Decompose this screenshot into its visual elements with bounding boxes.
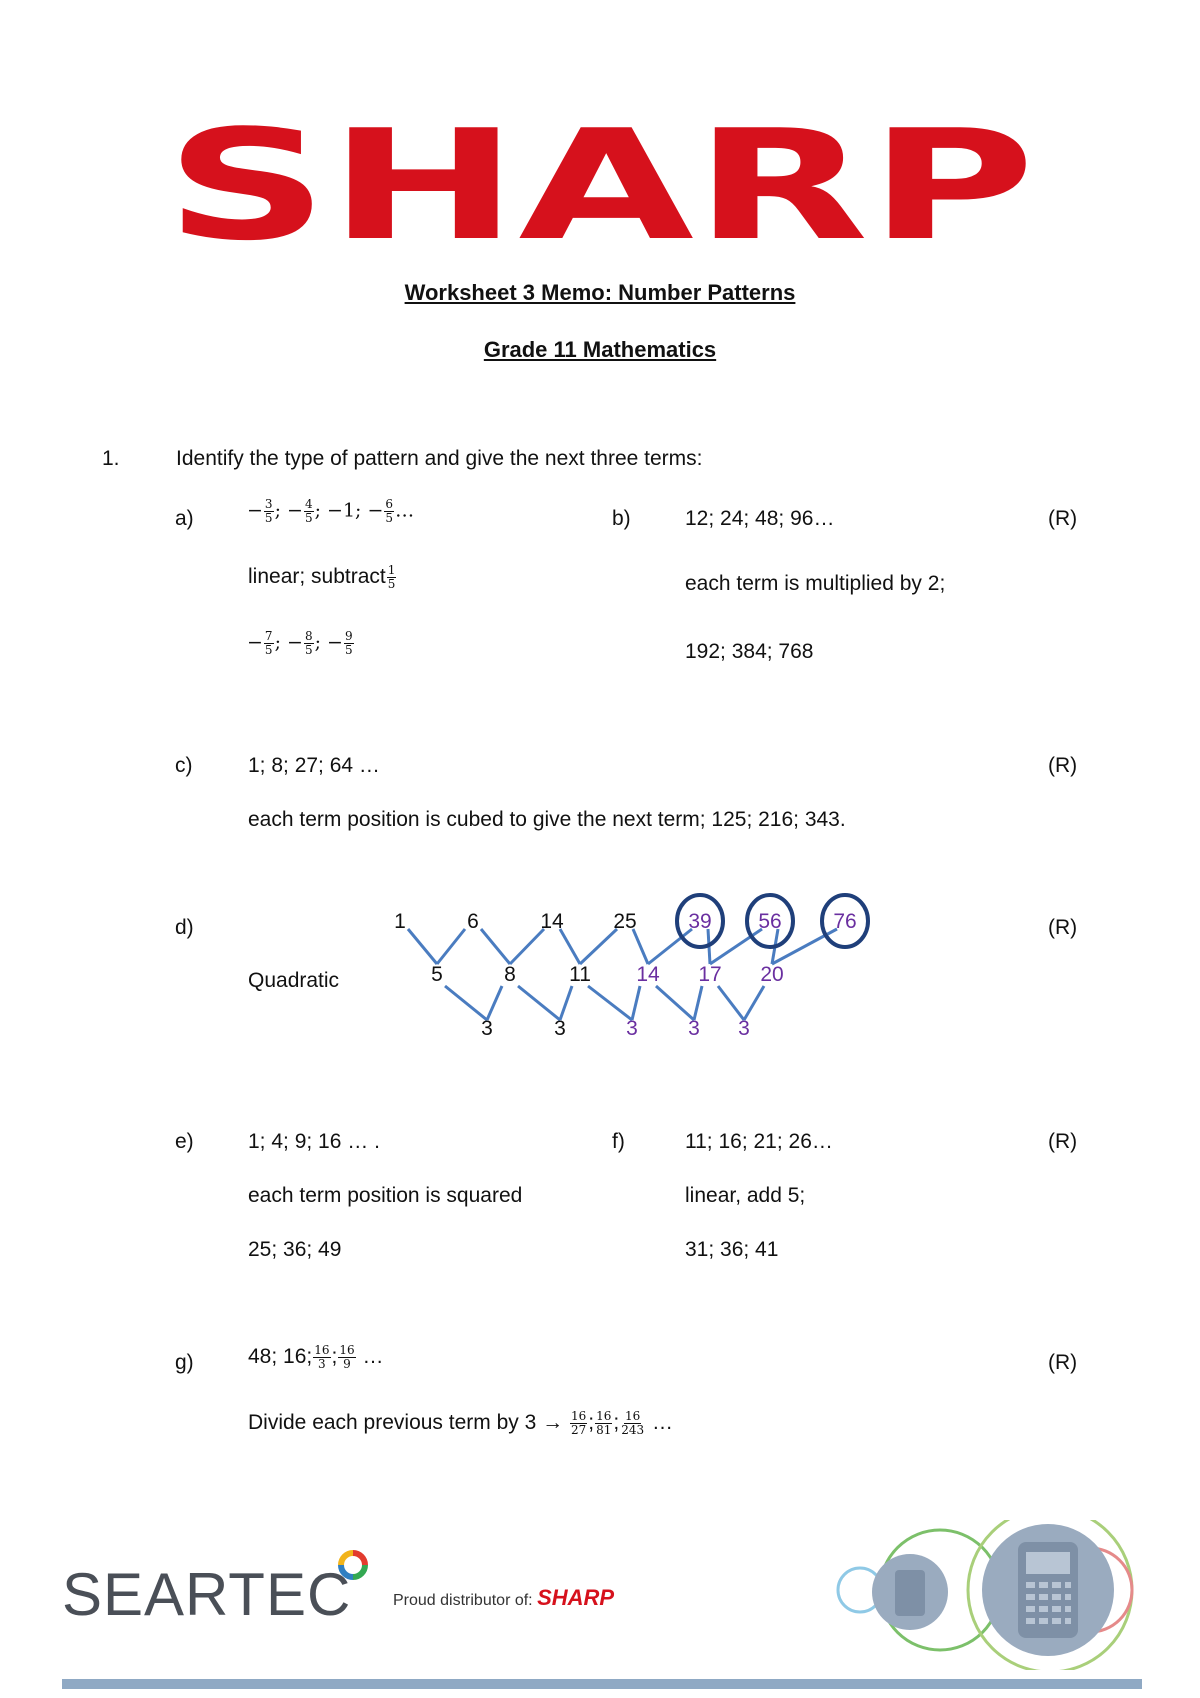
part-b-answer: 192; 384; 768 <box>685 640 814 663</box>
part-c-rule: each term position is cubed to give the next term; 125; 216; 343. <box>248 808 846 831</box>
first-difference-label: 5 <box>431 963 443 986</box>
part-f-rule: linear, add 5; <box>685 1184 806 1207</box>
calculator-graphic <box>820 1520 1140 1670</box>
part-a-sequence: − $\frac{3}{5}$ ; − $\frac{4}{5}$ ; −1; − $\frac{6}{5}$ … <box>247 497 415 525</box>
part-b-sequence: 12; 24; 48; 96… <box>685 507 835 530</box>
part-f-answer: 31; 36; 41 <box>685 1238 779 1261</box>
diagram-connector <box>588 986 632 1020</box>
term-label: 6 <box>467 910 479 933</box>
page-title: Worksheet 3 Memo: Number Patterns <box>404 280 796 305</box>
first-difference-label: 20 <box>760 963 784 986</box>
diagram-connector <box>560 929 580 964</box>
diagram-connector <box>633 929 648 964</box>
term-label: 1 <box>394 910 406 933</box>
part-g-label: g) <box>175 1351 194 1374</box>
diagram-connector <box>445 986 487 1020</box>
part-b-label: b) <box>612 507 631 530</box>
page-subtitle: Grade 11 Mathematics <box>483 337 717 362</box>
second-difference-label: 3 <box>481 1017 493 1040</box>
part-a-answer: − $\frac{7}{5}$ ; − $\frac{8}{5}$ ; − $\frac{9}{5}$ <box>247 629 353 657</box>
diagram-connector <box>437 929 465 964</box>
second-difference-label: 3 <box>738 1017 750 1040</box>
part-f-mark: (R) <box>1048 1130 1078 1153</box>
diagram-connector <box>718 986 744 1020</box>
footer-sharp-brand: SHARP <box>537 1585 615 1610</box>
diagram-connector <box>510 929 544 964</box>
first-difference-label: 11 <box>569 963 591 986</box>
part-c-label: c) <box>175 754 193 777</box>
part-e-answer: 25; 36; 49 <box>248 1238 342 1261</box>
question-prompt: Identify the type of pattern and give the next three terms: <box>176 447 703 470</box>
second-difference-label: 3 <box>688 1017 700 1040</box>
part-f-label: f) <box>612 1130 625 1153</box>
part-g-rule: Divide each previous term by 3 → $\frac{16}{27}$ ; $\frac{16}{81}$ ; $\frac{16}{243}$ … <box>248 1409 673 1437</box>
svg-text:SHARP: SHARP <box>165 110 1035 250</box>
diagram-connector <box>518 986 560 1020</box>
part-g-mark: (R) <box>1048 1351 1078 1374</box>
term-label: 76 <box>833 910 857 933</box>
part-d-label: d) <box>175 916 194 939</box>
part-c-mark: (R) <box>1048 754 1078 777</box>
question-number: 1. <box>102 447 120 470</box>
term-label: 56 <box>758 910 782 933</box>
part-b-mark: (R) <box>1048 507 1078 530</box>
part-c-sequence: 1; 8; 27; 64 … <box>248 754 380 777</box>
first-difference-label: 17 <box>698 963 722 986</box>
diagram-connector <box>648 929 692 964</box>
diagram-connector <box>744 986 764 1020</box>
part-e-label: e) <box>175 1130 194 1153</box>
part-a-rule: linear; subtract $\frac{1}{5}$ <box>248 563 396 591</box>
diagram-connector <box>632 986 640 1020</box>
part-f-sequence: 11; 16; 21; 26… <box>685 1130 833 1153</box>
diagram-connector <box>560 986 572 1020</box>
diagram-connector <box>408 929 437 964</box>
diagram-connector <box>487 986 502 1020</box>
part-e-sequence: 1; 4; 9; 16 … . <box>248 1130 380 1153</box>
first-difference-label: 14 <box>636 963 660 986</box>
footer-bar <box>62 1679 1142 1689</box>
part-d-mark: (R) <box>1048 916 1078 939</box>
first-difference-label: 8 <box>504 963 516 986</box>
part-d-type: Quadratic <box>248 969 340 992</box>
term-label: 25 <box>613 910 637 933</box>
second-difference-label: 3 <box>626 1017 638 1040</box>
second-difference-label: 3 <box>554 1017 566 1040</box>
part-g-sequence: 48; 16; $\frac{16}{3}$ ; $\frac{16}{9}$ … <box>248 1343 384 1371</box>
seartec-logo: SEARTEC <box>62 1561 352 1628</box>
part-b-rule: each term is multiplied by 2; <box>685 572 946 595</box>
diagram-connector <box>656 986 694 1020</box>
diagram-connector <box>580 929 617 964</box>
diagram-connector <box>481 929 510 964</box>
part-e-rule: each term position is squared <box>248 1184 523 1207</box>
seartec-logo-mark-icon <box>338 1550 368 1580</box>
diagram-connector <box>694 986 702 1020</box>
part-a-label: a) <box>175 507 194 530</box>
term-label: 14 <box>540 910 564 933</box>
term-label: 39 <box>688 910 712 933</box>
footer-tagline: Proud distributor of: SHARP <box>393 1585 615 1610</box>
